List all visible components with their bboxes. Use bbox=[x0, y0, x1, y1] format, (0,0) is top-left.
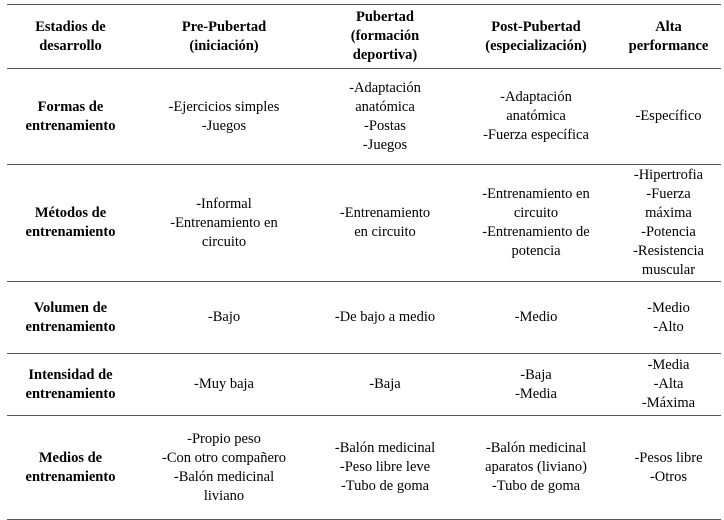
cell-line: potencia bbox=[511, 243, 561, 259]
row-label-line: entrenamiento bbox=[25, 117, 116, 134]
table-row bbox=[7, 282, 721, 354]
row-label-line: entrenamiento bbox=[25, 224, 116, 240]
header-pre-puberty-line: (iniciación) bbox=[189, 37, 259, 54]
table-cell bbox=[314, 354, 456, 416]
cell-line: -Fuerza bbox=[646, 186, 691, 202]
cell-line: -Otros bbox=[649, 468, 688, 485]
cell-line: -De bajo a medio bbox=[334, 309, 436, 325]
cell-line: -Entrenamiento en bbox=[482, 186, 590, 202]
cell-line: -Pesos libre bbox=[634, 449, 703, 466]
cell-line: -Máxima bbox=[641, 395, 696, 411]
row-label-line: entrenamiento bbox=[25, 385, 116, 402]
header-puberty bbox=[314, 5, 456, 69]
table-row bbox=[7, 416, 721, 520]
row-label-line: entrenamiento bbox=[25, 468, 116, 485]
table-row bbox=[7, 165, 721, 282]
cell-line: -Media bbox=[515, 385, 557, 402]
cell-line: -Tubo de goma bbox=[491, 478, 581, 494]
table-cell bbox=[616, 282, 721, 354]
cell-line: -Baja bbox=[520, 366, 552, 383]
cell-line: -Ejercicios simples bbox=[168, 98, 280, 115]
table-cell bbox=[134, 282, 314, 354]
table-cell bbox=[456, 416, 616, 520]
row-label bbox=[7, 165, 134, 282]
row-label-line: Métodos de bbox=[34, 205, 107, 221]
table-cell bbox=[456, 282, 616, 354]
cell-line: aparatos (liviano) bbox=[485, 459, 587, 475]
row-label bbox=[7, 69, 134, 165]
training-stages-table-container bbox=[7, 4, 721, 520]
header-stages bbox=[7, 5, 134, 69]
header-post-puberty bbox=[456, 5, 616, 69]
table-cell bbox=[314, 416, 456, 520]
cell-line: -Específico bbox=[635, 108, 702, 124]
row-label-line: Medios de bbox=[38, 449, 103, 466]
header-puberty-line: deportiva) bbox=[352, 47, 418, 63]
cell-line: -Entrenamiento en bbox=[170, 214, 278, 231]
table-cell bbox=[314, 282, 456, 354]
table-cell bbox=[314, 165, 456, 282]
cell-line: -Baja bbox=[369, 376, 401, 392]
cell-line: -Adaptación bbox=[500, 89, 572, 105]
row-label-line: entrenamiento bbox=[25, 318, 116, 335]
row-label-line: Volumen de bbox=[33, 299, 108, 316]
table-cell bbox=[616, 69, 721, 165]
cell-line: circuito bbox=[513, 205, 559, 221]
cell-line: -Fuerza específica bbox=[483, 127, 589, 143]
cell-line: -Hipertrofia bbox=[633, 167, 704, 183]
table-row bbox=[7, 354, 721, 416]
cell-line: -Medio bbox=[647, 299, 690, 316]
header-post-puberty-line: (especialización) bbox=[485, 37, 587, 54]
table-cell bbox=[134, 165, 314, 282]
cell-line: anatómica bbox=[355, 98, 415, 115]
cell-line: muscular bbox=[641, 262, 696, 278]
cell-line: -Balón medicinal bbox=[485, 440, 587, 456]
cell-line: -Adaptación bbox=[349, 79, 421, 96]
header-post-puberty-line: Post-Pubertad bbox=[491, 18, 581, 35]
table-cell bbox=[134, 354, 314, 416]
header-row bbox=[7, 5, 721, 69]
cell-line: circuito bbox=[201, 233, 247, 250]
cell-line: anatómica bbox=[506, 108, 566, 124]
row-label bbox=[7, 282, 134, 354]
row-label bbox=[7, 416, 134, 520]
header-high-performance bbox=[616, 5, 721, 69]
cell-line: -Propio peso bbox=[187, 430, 261, 447]
cell-line: -Media bbox=[647, 357, 690, 373]
header-stages-line: Estadios de bbox=[35, 18, 106, 35]
header-puberty-line: (formación bbox=[350, 28, 420, 44]
cell-line: -Alta bbox=[653, 376, 684, 392]
cell-line: -Juegos bbox=[362, 136, 408, 153]
table-cell bbox=[134, 416, 314, 520]
header-stages-line: desarrollo bbox=[39, 37, 102, 54]
row-label-line: Formas de bbox=[37, 98, 104, 115]
header-puberty-line: Pubertad bbox=[356, 9, 414, 25]
row-label-line: Intensidad de bbox=[28, 366, 113, 383]
cell-line: -Potencia bbox=[641, 224, 696, 240]
cell-line: -Juegos bbox=[201, 117, 247, 134]
cell-line: -Peso libre leve bbox=[339, 459, 431, 475]
cell-line: -Medio bbox=[514, 309, 558, 325]
cell-line: en circuito bbox=[354, 224, 416, 240]
table-cell bbox=[134, 69, 314, 165]
cell-line: -Entrenamiento de bbox=[482, 224, 590, 240]
header-high-performance-line: Alta bbox=[655, 18, 682, 35]
cell-line: -Postas bbox=[364, 117, 406, 134]
cell-line: -Balón medicinal bbox=[173, 468, 275, 485]
cell-line: -Alto bbox=[653, 318, 684, 335]
table-cell bbox=[616, 165, 721, 282]
cell-line: -Informal bbox=[196, 195, 252, 212]
cell-line: -Tubo de goma bbox=[340, 478, 430, 494]
cell-line: -Entrenamiento bbox=[339, 205, 431, 221]
table-cell bbox=[616, 416, 721, 520]
table-cell bbox=[456, 69, 616, 165]
table-cell bbox=[616, 354, 721, 416]
cell-line: máxima bbox=[645, 205, 692, 221]
table-cell bbox=[456, 354, 616, 416]
training-stages-table bbox=[7, 4, 721, 520]
header-pre-puberty bbox=[134, 5, 314, 69]
cell-line: -Bajo bbox=[207, 309, 241, 325]
table-row bbox=[7, 69, 721, 165]
table-cell bbox=[456, 165, 616, 282]
cell-line: -Con otro compañero bbox=[161, 449, 287, 466]
header-high-performance-line: performance bbox=[628, 37, 709, 54]
table-cell bbox=[314, 69, 456, 165]
cell-line: -Muy baja bbox=[194, 376, 254, 392]
cell-line: -Balón medicinal bbox=[334, 440, 436, 456]
row-label bbox=[7, 354, 134, 416]
cell-line: liviano bbox=[203, 487, 245, 504]
cell-line: -Resistencia bbox=[633, 243, 704, 259]
header-pre-puberty-line: Pre-Pubertad bbox=[181, 18, 267, 35]
